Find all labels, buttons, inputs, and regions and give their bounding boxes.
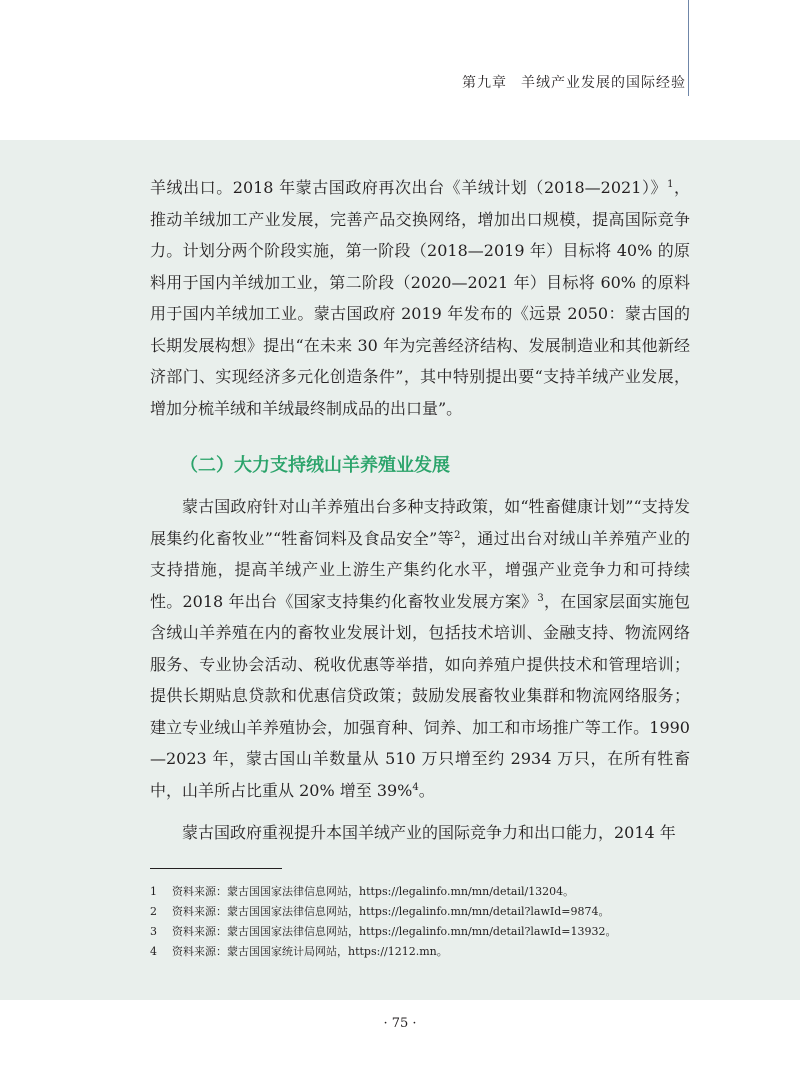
chapter-title: 羊绒产业发展的国际经验: [521, 75, 686, 91]
paragraph-2: [150, 491, 690, 806]
footnote-item: [150, 882, 690, 902]
paragraph-3: 蒙古国政府重视提升本国羊绒产业的国际竞争力和出口能力，2014 年: [182, 823, 676, 842]
footnote-text: 资料来源：蒙古国国家法律信息网站，https://legalinfo.mn/mn/detail/13204。: [172, 885, 575, 898]
footnote-text: 资料来源：蒙古国国家统计局网站，https://1212.mn。: [172, 945, 448, 958]
footnote-list: [150, 882, 690, 962]
paragraph-2-text-a: 蒙古国政府针对山羊养殖出台多种支持政策，如“牲畜健康计划”“支持发展集约化畜牧业”“牲畜饲料及食品安全”等: [150, 497, 690, 548]
page-number: · 75 ·: [383, 1016, 417, 1031]
header-vertical-rule: [688, 0, 689, 96]
footnote-item: [150, 922, 690, 942]
paragraph-1-text-b: ，推动羊绒加工产业发展，完善产品交换网络，增加出口规模，提高国际竞争力。计划分两个阶段实施，第一阶段（2018—2019 年）目标将 40% 的原料用于国内羊绒加工业，第二阶段（2020—2021 年）目标将 60% 的原料用于国内羊绒加工业。蒙古国政府 2019 年发布的《远景 2050：蒙古国的长期发展构想》提出“在未来 30 年为完善经济结构、发展制造业和其他新经济部门、实现经济多元化创造条件”，其中特别提出要“支持羊绒产业发展，增加分梳羊绒和羊绒最终制成品的出口量”。: [150, 178, 690, 418]
section-heading: （二）大力支持绒山羊养殖业发展: [180, 455, 450, 476]
footnote-item: [150, 902, 690, 922]
footnote-text: 资料来源：蒙古国国家法律信息网站，https://legalinfo.mn/mn/detail?lawId=9874。: [172, 905, 610, 918]
chapter-number: 第九章: [462, 75, 507, 91]
footnote-number: 2: [150, 905, 157, 918]
footnote-separator: [150, 868, 282, 869]
paragraph-2-text-c: ，在国家层面实施包含绒山羊养殖在内的畜牧业发展计划，包括技术培训、金融支持、物流网络服务、专业协会活动、税收优惠等举措，如向养殖户提供技术和管理培训；提供长期贴息贷款和优惠信贷政策；鼓励发展畜牧业集群和物流网络服务；建立专业绒山羊养殖协会，加强育种、饲养、加工和市场推广等工作。1990—2023 年，蒙古国山羊数量从 510 万只增至约 2934 万只，在所有牲畜中，山羊所占比重从 20% 增至 39%: [150, 591, 690, 800]
paragraph-1: [150, 172, 690, 424]
footnote-number: 4: [150, 945, 157, 958]
paragraph-2-text-b: ，通过出台对绒山羊养殖产业的支持措施，提高羊绒产业上游生产集约化水平，增强产业竞争力和可持续性。2018 年出台《国家支持集约化畜牧业发展方案》: [150, 528, 690, 611]
running-header: [462, 72, 686, 92]
footnote-item: [150, 942, 690, 962]
footnote-ref-1[interactable]: 1: [667, 179, 674, 190]
paragraph-2-text-d: 。: [418, 780, 435, 800]
footnote-ref-2[interactable]: 2: [454, 529, 461, 541]
footnote-ref-3[interactable]: 3: [537, 592, 544, 604]
paragraph-1-text-a: 羊绒出口。2018 年蒙古国政府再次出台《羊绒计划（2018—2021）》: [150, 178, 668, 197]
footnote-text: 资料来源：蒙古国国家法律信息网站，https://legalinfo.mn/mn/detail?lawId=13932。: [172, 925, 617, 938]
footnote-number: 3: [150, 925, 157, 938]
footnote-ref-4[interactable]: 4: [412, 781, 419, 793]
footnote-number: 1: [150, 885, 157, 898]
